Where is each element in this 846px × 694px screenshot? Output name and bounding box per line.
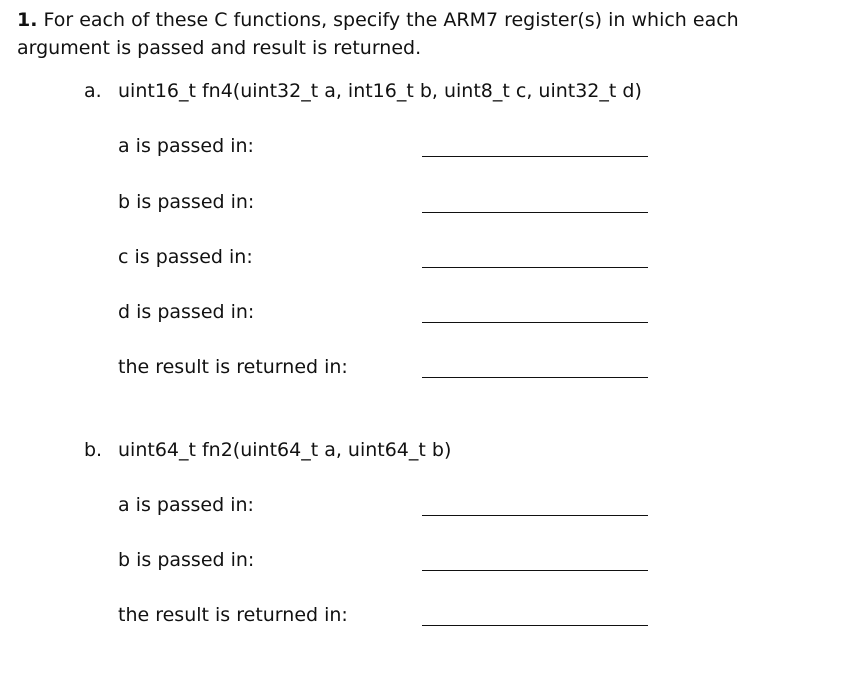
answer-row <box>118 549 658 579</box>
answer-label: c is passed in: <box>118 246 253 268</box>
answer-row <box>118 135 658 165</box>
answer-label: the result is returned in: <box>118 604 348 626</box>
answer-blank[interactable] <box>422 625 648 626</box>
answer-label: the result is returned in: <box>118 356 348 378</box>
answer-row <box>118 301 658 331</box>
answer-label: d is passed in: <box>118 301 255 323</box>
part-a-signature: uint16_t fn4(uint32_t a, int16_t b, uint8_t c, uint32_t d) <box>118 80 642 102</box>
answer-row <box>118 356 658 386</box>
part-b-signature: uint64_t fn2(uint64_t a, uint64_t b) <box>118 439 452 461</box>
answer-label: b is passed in: <box>118 191 255 213</box>
question-text: For each of these C functions, specify the ARM7 register(s) in which each argument is passed and result is returned. <box>17 9 739 59</box>
answer-label: a is passed in: <box>118 135 254 157</box>
answer-blank[interactable] <box>422 322 648 323</box>
question-number: 1. <box>17 9 38 31</box>
answer-blank[interactable] <box>422 377 648 378</box>
answer-blank[interactable] <box>422 267 648 268</box>
question-prompt <box>17 6 832 62</box>
part-a-letter: a. <box>84 80 102 102</box>
answer-row <box>118 494 658 524</box>
answer-row <box>118 191 658 221</box>
answer-blank[interactable] <box>422 212 648 213</box>
answer-blank[interactable] <box>422 515 648 516</box>
answer-label: a is passed in: <box>118 494 254 516</box>
part-a-heading <box>84 80 642 102</box>
part-b-heading <box>84 439 451 461</box>
answer-blank[interactable] <box>422 570 648 571</box>
answer-row <box>118 246 658 276</box>
part-b-letter: b. <box>84 439 103 461</box>
answer-blank[interactable] <box>422 156 648 157</box>
answer-label: b is passed in: <box>118 549 255 571</box>
answer-row <box>118 604 658 634</box>
